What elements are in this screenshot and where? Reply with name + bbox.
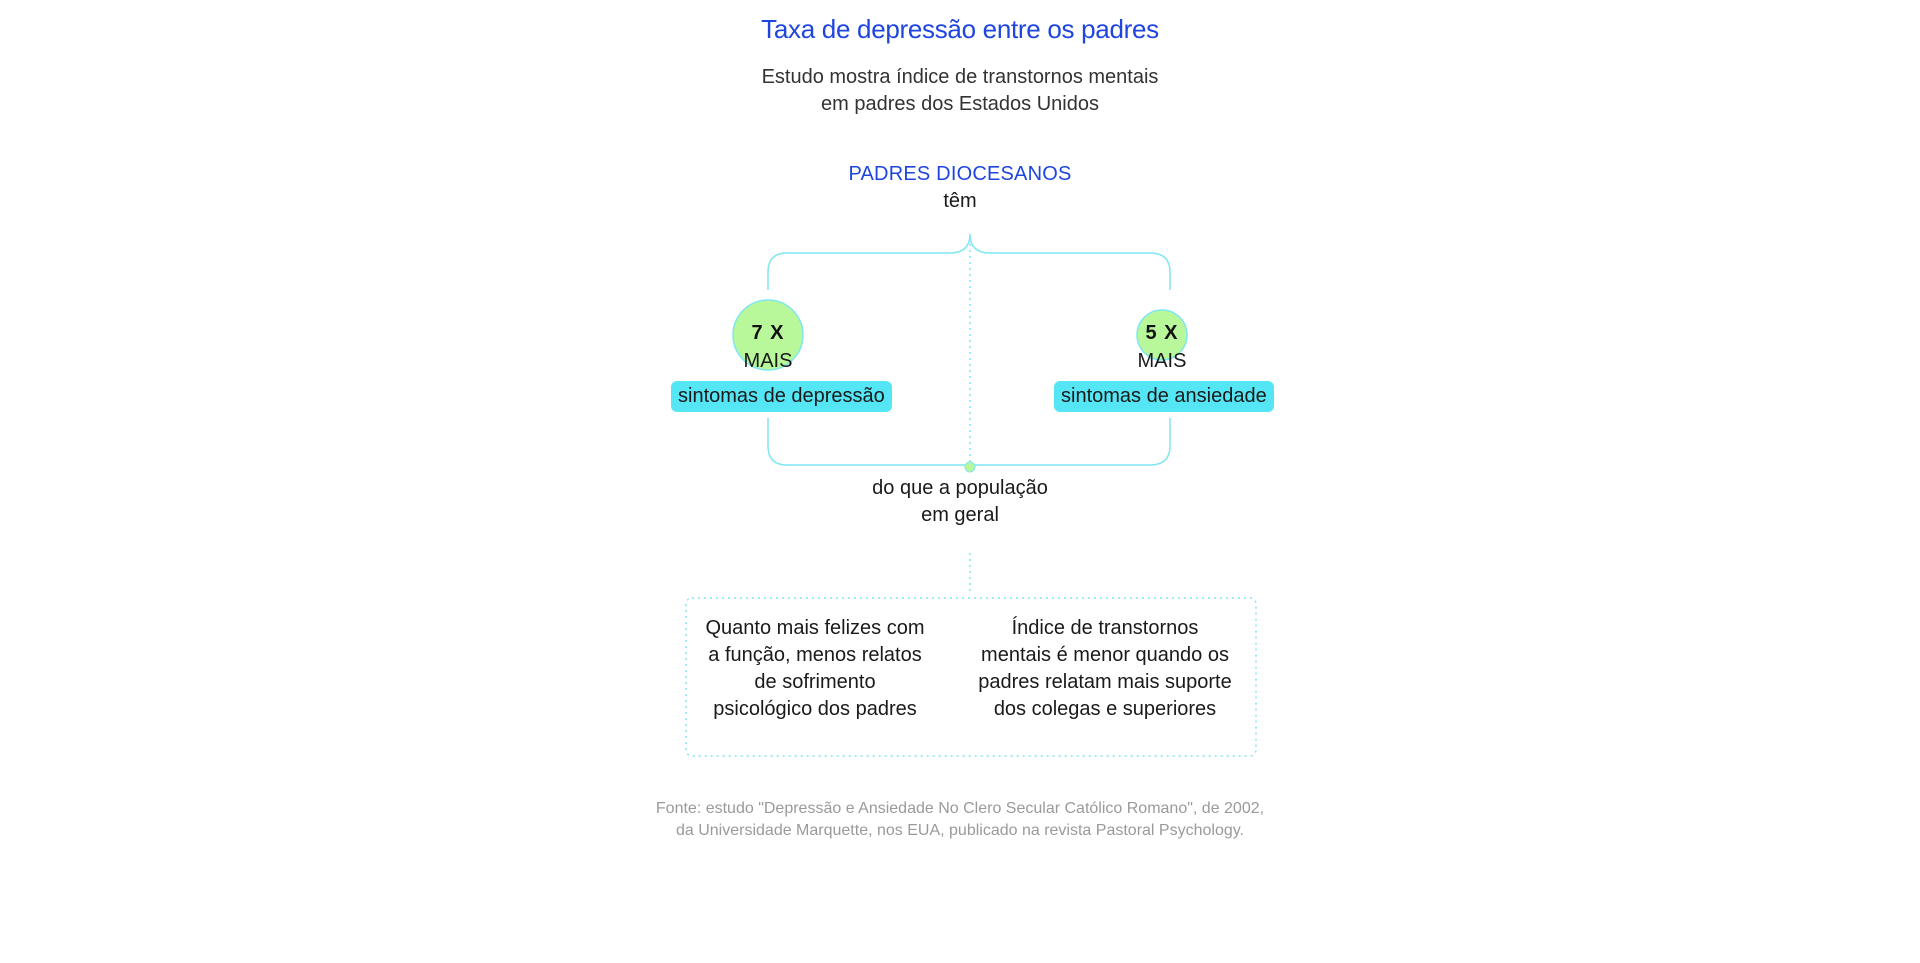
finding-support [955, 615, 1255, 723]
bottom-bracket [768, 418, 1170, 465]
finding-line: Índice de transtornos [1011, 617, 1199, 639]
source-line-2: da Universidade Marquette, nos EUA, publicado na revista Pastoral Psychology. [675, 822, 1244, 839]
top-brace [768, 234, 1170, 290]
finding-line: psicológico dos padres [713, 698, 917, 720]
subtitle-line-2: em padres dos Estados Unidos [821, 93, 1099, 115]
finding-line: dos colegas e superiores [993, 698, 1217, 720]
finding-line: Quanto mais felizes com [705, 617, 925, 639]
group-title: PADRES DIOCESANOS [848, 163, 1072, 185]
finding-line: de sofrimento [754, 671, 876, 693]
finding-happiness [695, 615, 935, 723]
mais-anxiety: MAIS [1137, 350, 1187, 372]
group-verb: têm [943, 190, 977, 212]
mais-depression: MAIS [743, 350, 793, 372]
subtitle-line-1: Estudo mostra índice de transtornos mentais [761, 66, 1159, 88]
finding-line: mentais é menor quando os [981, 644, 1229, 666]
finding-line: padres relatam mais suporte [978, 671, 1232, 693]
finding-line: a função, menos relatos [708, 644, 922, 666]
center-node-dot [965, 462, 975, 472]
label-anxiety: sintomas de ansiedade [1054, 381, 1274, 412]
comparison-line-2: em geral [921, 504, 999, 526]
source-line-1: Fonte: estudo "Depressão e Ansiedade No Clero Secular Católico Romano", de 2002, [655, 800, 1265, 817]
multiplier-anxiety: 5 X [1145, 322, 1179, 344]
chart-title: Taxa de depressão entre os padres [761, 14, 1159, 44]
comparison-line-1: do que a população [872, 477, 1048, 499]
multiplier-depression: 7 X [751, 322, 785, 344]
source-note [560, 798, 1360, 842]
label-depression: sintomas de depressão [671, 381, 892, 412]
comparison-text [840, 475, 1080, 529]
